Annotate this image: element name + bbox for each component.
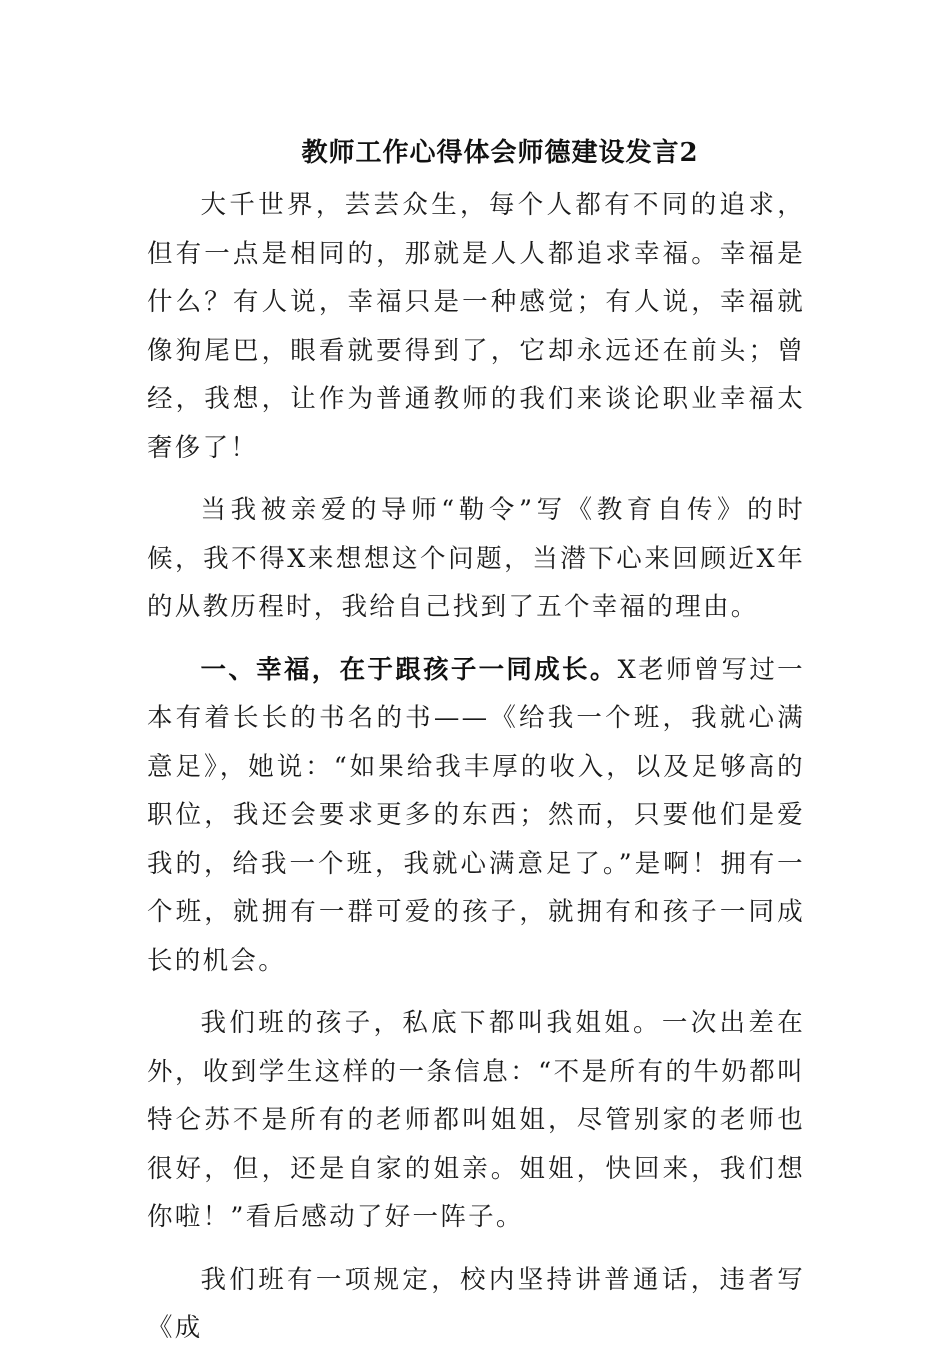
- paragraph-text: 我们班有一项规定，校内坚持讲普通话，违者写《成: [147, 1264, 805, 1343]
- paragraph-5: [147, 1256, 805, 1353]
- paragraph-text: 当我被亲爱的导师“勒令”写《教育自传》的时候，我不得X来想想这个问题，当潜下心来回顾近X年的从教历程时，我给自己找到了五个幸福的理由。: [147, 495, 805, 622]
- document-body: [147, 181, 805, 1367]
- paragraph-4: [147, 999, 805, 1242]
- paragraph-text: 大千世界，芸芸众生，每个人都有不同的追求，但有一点是相同的，那就是人人都追求幸福。幸福是什么？有人说，幸福只是一种感觉；有人说，幸福就像狗尾巴，眼看就要得到了，它却永远还在前头；曾经，我想，让作为普通教师的我们来谈论职业幸福太奢侈了！: [147, 190, 805, 463]
- paragraph-text: X老师曾写过一本有着长长的书名的书——《给我一个班，我就心满意足》，她说：“如果给我丰厚的收入，以及足够高的职位，我还会要求更多的东西；然而，只要他们是爱我的，给我一个班，我就心满意足了。”是啊！拥有一个班，就拥有一群可爱的孩子，就拥有和孩子一同成长的机会。: [147, 654, 805, 976]
- paragraph-3: [147, 646, 805, 986]
- paragraph-2: [147, 486, 805, 632]
- paragraph-1: [147, 181, 805, 472]
- paragraph-text: 我们班的孩子，私底下都叫我姐姐。一次出差在外，收到学生这样的一条信息：“不是所有的牛奶都叫特仑苏不是所有的老师都叫姐姐，尽管别家的老师也很好，但，还是自家的姐亲。姐姐，快回来，我们想你啦！”看后感动了好一阵子。: [147, 1008, 805, 1232]
- document-title: 教师工作心得体会师德建设发言2: [301, 138, 699, 168]
- section-heading: 一、幸福，在于跟孩子一同成长。: [200, 654, 618, 685]
